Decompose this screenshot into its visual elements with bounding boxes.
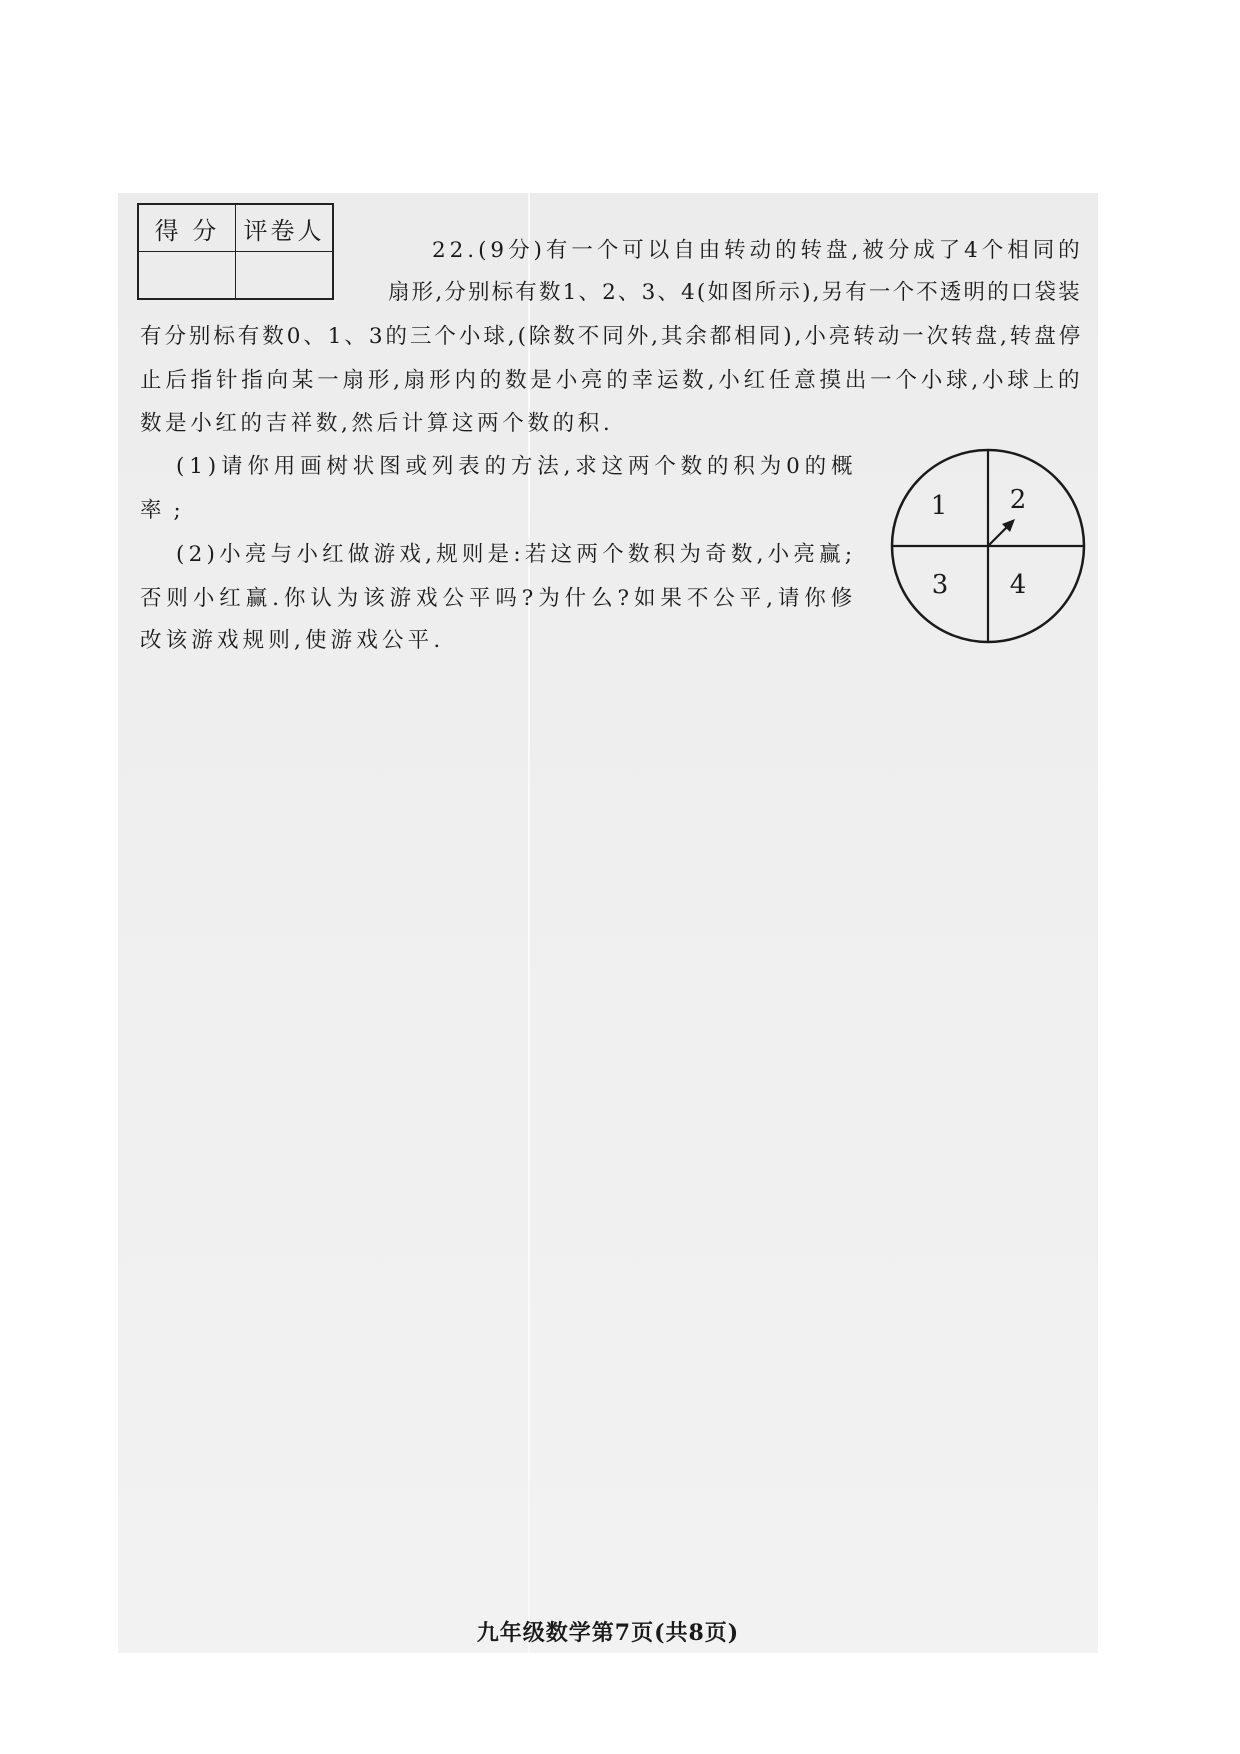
question-line-5: 数是小红的吉祥数,然后计算这两个数的积.: [140, 411, 614, 436]
part2-line-1: (2)小亮与小红做游戏,规则是:若这两个数积为奇数,小亮赢;: [176, 542, 857, 567]
sector-label-3: 3: [931, 570, 949, 600]
grader-cell: [236, 252, 334, 300]
sector-label-1: 1: [930, 491, 948, 521]
part2-line-2: 否则小红赢.你认为该游戏公平吗?为什么?如果不公平,请你修: [140, 586, 858, 611]
part2-line-3: 改该游戏规则,使游戏公平.: [140, 628, 445, 653]
score-label: 得 分: [138, 204, 236, 252]
grader-label: 评卷人: [236, 204, 334, 252]
sector-label-2: 2: [1009, 485, 1027, 515]
part1-line-2: 率;: [140, 498, 193, 523]
sector-label-4: 4: [1009, 570, 1027, 600]
question-line-2: 扇形,分别标有数1、2、3、4(如图所示),另有一个不透明的口袋装: [388, 280, 1082, 305]
page-footer: 九年级数学第7页(共8页): [476, 1620, 740, 1646]
spinner-wheel: [888, 446, 1088, 646]
question-line-3: 有分别标有数0、1、3的三个小球,(除数不同外,其余都相同),小亮转动一次转盘,转盘停: [140, 324, 1084, 349]
score-cell: [138, 252, 236, 300]
question-line-4: 止后指针指向某一扇形,扇形内的数是小亮的幸运数,小红任意摸出一个小球,小球上的: [140, 368, 1084, 393]
part1-line-1: (1)请你用画树状图或列表的方法,求这两个数的积为0的概: [176, 454, 858, 479]
question-line-1: 22.(9分)有一个可以自由转动的转盘,被分成了4个相同的: [432, 238, 1084, 263]
score-table: [137, 203, 334, 300]
